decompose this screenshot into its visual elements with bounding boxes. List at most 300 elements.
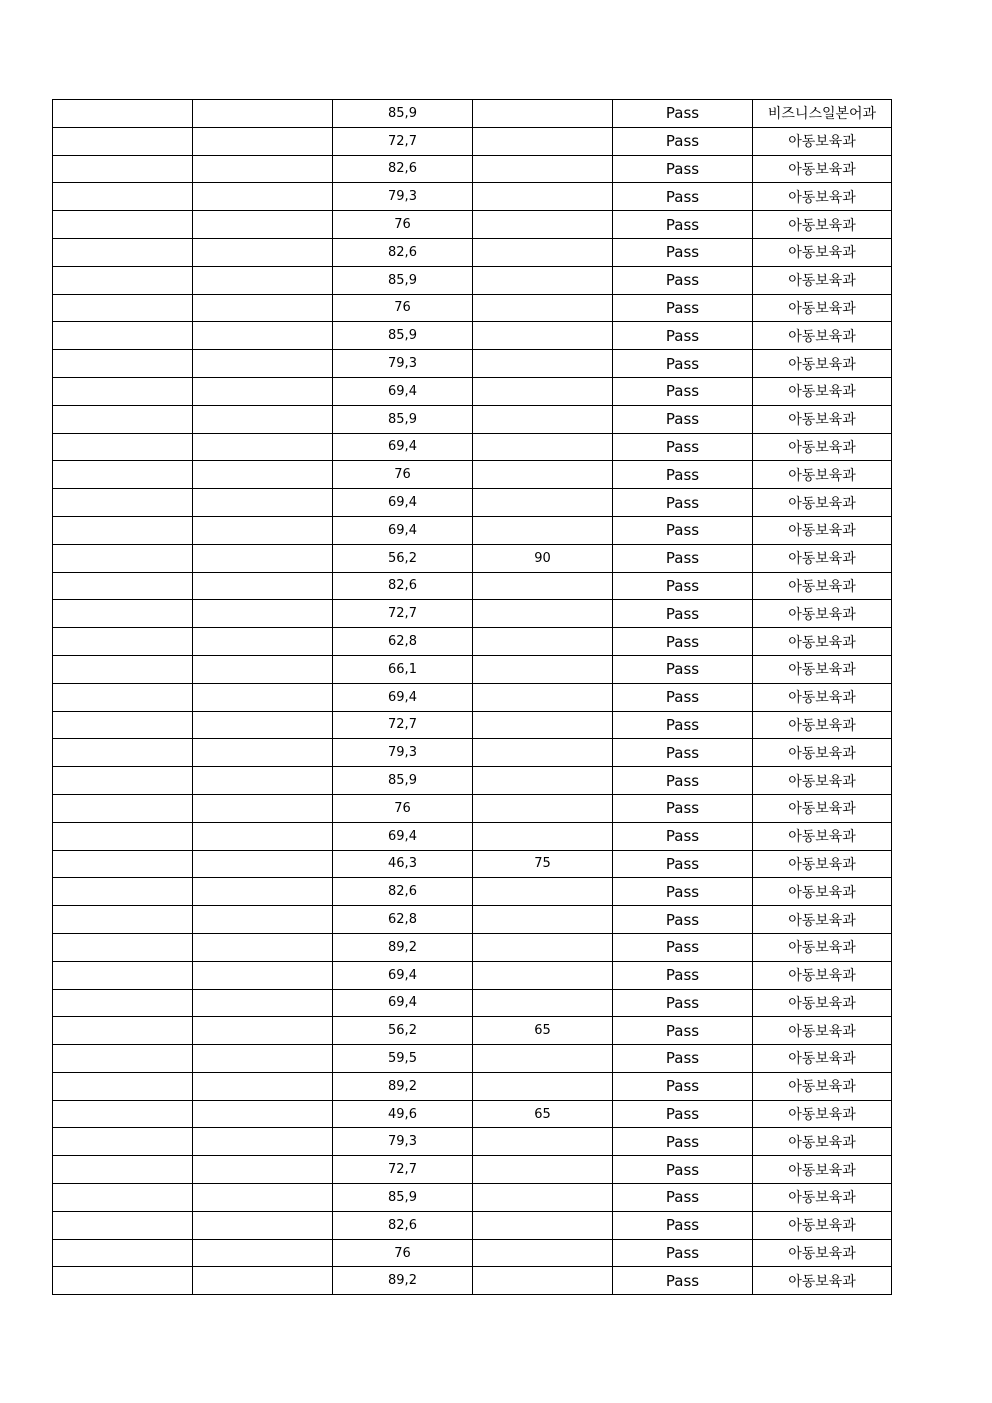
score-cell: 69,4 (333, 433, 473, 461)
result-cell: Pass (613, 127, 753, 155)
extra-score-cell (473, 711, 613, 739)
department-cell: 비즈니스일본어과 (753, 100, 892, 128)
result-cell: Pass (613, 1045, 753, 1073)
score-cell: 85,9 (333, 100, 473, 128)
empty-cell (193, 794, 333, 822)
extra-score-cell (473, 683, 613, 711)
result-cell: Pass (613, 989, 753, 1017)
department-cell: 아동보육과 (753, 127, 892, 155)
empty-cell (193, 933, 333, 961)
result-cell: Pass (613, 1267, 753, 1295)
extra-score-cell (473, 1045, 613, 1073)
extra-score-cell (473, 1128, 613, 1156)
empty-cell (53, 683, 193, 711)
score-cell: 59,5 (333, 1045, 473, 1073)
empty-cell (53, 489, 193, 517)
extra-score-cell (473, 1184, 613, 1212)
empty-cell (53, 1045, 193, 1073)
empty-cell (193, 127, 333, 155)
table-row (53, 767, 892, 795)
empty-cell (193, 822, 333, 850)
department-cell: 아동보육과 (753, 183, 892, 211)
department-cell: 아동보육과 (753, 1211, 892, 1239)
empty-cell (53, 405, 193, 433)
result-cell: Pass (613, 711, 753, 739)
department-cell: 아동보육과 (753, 461, 892, 489)
empty-cell (193, 600, 333, 628)
result-cell: Pass (613, 1100, 753, 1128)
score-cell: 82,6 (333, 238, 473, 266)
result-cell: Pass (613, 628, 753, 656)
empty-cell (193, 266, 333, 294)
department-cell: 아동보육과 (753, 516, 892, 544)
department-cell: 아동보육과 (753, 238, 892, 266)
result-cell: Pass (613, 350, 753, 378)
department-cell: 아동보육과 (753, 544, 892, 572)
result-cell: Pass (613, 961, 753, 989)
table-row (53, 739, 892, 767)
extra-score-cell (473, 238, 613, 266)
extra-score-cell (473, 878, 613, 906)
empty-cell (53, 516, 193, 544)
extra-score-cell (473, 405, 613, 433)
table-row (53, 461, 892, 489)
empty-cell (53, 961, 193, 989)
empty-cell (193, 655, 333, 683)
result-cell: Pass (613, 433, 753, 461)
table-row (53, 1211, 892, 1239)
department-cell: 아동보육과 (753, 1267, 892, 1295)
score-cell: 62,8 (333, 906, 473, 934)
result-cell: Pass (613, 906, 753, 934)
table-row (53, 961, 892, 989)
table-row (53, 405, 892, 433)
empty-cell (53, 294, 193, 322)
score-cell: 79,3 (333, 183, 473, 211)
empty-cell (193, 711, 333, 739)
empty-cell (193, 155, 333, 183)
extra-score-cell: 65 (473, 1100, 613, 1128)
extra-score-cell (473, 127, 613, 155)
table-row (53, 127, 892, 155)
department-cell: 아동보육과 (753, 933, 892, 961)
empty-cell (193, 1267, 333, 1295)
department-cell: 아동보육과 (753, 405, 892, 433)
score-cell: 72,7 (333, 1156, 473, 1184)
results-table (52, 99, 892, 1295)
empty-cell (193, 1017, 333, 1045)
extra-score-cell (473, 211, 613, 239)
empty-cell (193, 1072, 333, 1100)
empty-cell (53, 211, 193, 239)
score-cell: 69,4 (333, 989, 473, 1017)
empty-cell (53, 544, 193, 572)
score-cell: 82,6 (333, 155, 473, 183)
empty-cell (53, 1128, 193, 1156)
extra-score-cell (473, 1239, 613, 1267)
table-row (53, 1072, 892, 1100)
empty-cell (193, 878, 333, 906)
table-row (53, 1156, 892, 1184)
empty-cell (193, 294, 333, 322)
empty-cell (193, 906, 333, 934)
extra-score-cell (473, 516, 613, 544)
empty-cell (193, 516, 333, 544)
empty-cell (53, 822, 193, 850)
extra-score-cell (473, 377, 613, 405)
table-row (53, 322, 892, 350)
department-cell: 아동보육과 (753, 266, 892, 294)
extra-score-cell (473, 322, 613, 350)
score-cell: 76 (333, 294, 473, 322)
extra-score-cell (473, 489, 613, 517)
table-row (53, 572, 892, 600)
results-table-body (53, 100, 892, 1295)
department-cell: 아동보육과 (753, 767, 892, 795)
empty-cell (193, 350, 333, 378)
score-cell: 85,9 (333, 1184, 473, 1212)
department-cell: 아동보육과 (753, 989, 892, 1017)
table-row (53, 822, 892, 850)
extra-score-cell (473, 266, 613, 294)
department-cell: 아동보육과 (753, 1184, 892, 1212)
empty-cell (193, 1045, 333, 1073)
result-cell: Pass (613, 683, 753, 711)
table-row (53, 1100, 892, 1128)
result-cell: Pass (613, 544, 753, 572)
score-cell: 49,6 (333, 1100, 473, 1128)
extra-score-cell (473, 767, 613, 795)
empty-cell (193, 767, 333, 795)
score-cell: 85,9 (333, 266, 473, 294)
score-cell: 89,2 (333, 1267, 473, 1295)
score-cell: 79,3 (333, 739, 473, 767)
result-cell: Pass (613, 767, 753, 795)
department-cell: 아동보육과 (753, 1239, 892, 1267)
empty-cell (193, 1100, 333, 1128)
department-cell: 아동보육과 (753, 1156, 892, 1184)
table-row (53, 516, 892, 544)
score-cell: 66,1 (333, 655, 473, 683)
result-cell: Pass (613, 1184, 753, 1212)
result-cell: Pass (613, 1239, 753, 1267)
score-cell: 76 (333, 461, 473, 489)
empty-cell (53, 711, 193, 739)
score-cell: 85,9 (333, 405, 473, 433)
extra-score-cell: 65 (473, 1017, 613, 1045)
department-cell: 아동보육과 (753, 211, 892, 239)
result-cell: Pass (613, 155, 753, 183)
extra-score-cell (473, 1072, 613, 1100)
department-cell: 아동보육과 (753, 961, 892, 989)
table-row (53, 1239, 892, 1267)
empty-cell (53, 1100, 193, 1128)
empty-cell (53, 1184, 193, 1212)
score-cell: 56,2 (333, 544, 473, 572)
table-row (53, 1045, 892, 1073)
table-row (53, 878, 892, 906)
department-cell: 아동보육과 (753, 711, 892, 739)
score-cell: 62,8 (333, 628, 473, 656)
result-cell: Pass (613, 739, 753, 767)
result-cell: Pass (613, 322, 753, 350)
table-row (53, 850, 892, 878)
empty-cell (193, 739, 333, 767)
result-cell: Pass (613, 600, 753, 628)
result-cell: Pass (613, 1072, 753, 1100)
score-cell: 82,6 (333, 1211, 473, 1239)
score-cell: 89,2 (333, 933, 473, 961)
empty-cell (193, 628, 333, 656)
empty-cell (193, 961, 333, 989)
result-cell: Pass (613, 655, 753, 683)
empty-cell (53, 1017, 193, 1045)
result-cell: Pass (613, 211, 753, 239)
empty-cell (53, 1156, 193, 1184)
extra-score-cell (473, 739, 613, 767)
empty-cell (193, 1128, 333, 1156)
table-row (53, 238, 892, 266)
table-row (53, 628, 892, 656)
extra-score-cell (473, 1267, 613, 1295)
extra-score-cell (473, 1156, 613, 1184)
score-cell: 69,4 (333, 489, 473, 517)
table-row (53, 600, 892, 628)
empty-cell (193, 850, 333, 878)
empty-cell (53, 127, 193, 155)
empty-cell (193, 1184, 333, 1212)
table-row (53, 906, 892, 934)
result-cell: Pass (613, 850, 753, 878)
empty-cell (193, 989, 333, 1017)
table-row (53, 100, 892, 128)
result-cell: Pass (613, 1211, 753, 1239)
department-cell: 아동보육과 (753, 739, 892, 767)
extra-score-cell (473, 655, 613, 683)
table-row (53, 989, 892, 1017)
department-cell: 아동보육과 (753, 850, 892, 878)
empty-cell (53, 794, 193, 822)
empty-cell (53, 238, 193, 266)
extra-score-cell (473, 461, 613, 489)
empty-cell (53, 989, 193, 1017)
score-cell: 56,2 (333, 1017, 473, 1045)
empty-cell (53, 600, 193, 628)
empty-cell (53, 1072, 193, 1100)
extra-score-cell (473, 1211, 613, 1239)
result-cell: Pass (613, 377, 753, 405)
score-cell: 72,7 (333, 600, 473, 628)
empty-cell (193, 377, 333, 405)
score-cell: 72,7 (333, 711, 473, 739)
score-cell: 76 (333, 794, 473, 822)
table-row (53, 655, 892, 683)
table-row (53, 1267, 892, 1295)
empty-cell (193, 1156, 333, 1184)
result-cell: Pass (613, 183, 753, 211)
result-cell: Pass (613, 1017, 753, 1045)
result-cell: Pass (613, 294, 753, 322)
table-row (53, 711, 892, 739)
score-cell: 85,9 (333, 767, 473, 795)
score-cell: 69,4 (333, 822, 473, 850)
department-cell: 아동보육과 (753, 1072, 892, 1100)
department-cell: 아동보육과 (753, 683, 892, 711)
empty-cell (53, 183, 193, 211)
department-cell: 아동보육과 (753, 322, 892, 350)
empty-cell (53, 377, 193, 405)
department-cell: 아동보육과 (753, 1100, 892, 1128)
table-row (53, 544, 892, 572)
empty-cell (193, 238, 333, 266)
empty-cell (53, 1239, 193, 1267)
extra-score-cell (473, 100, 613, 128)
result-cell: Pass (613, 238, 753, 266)
empty-cell (53, 322, 193, 350)
score-cell: 76 (333, 1239, 473, 1267)
empty-cell (53, 461, 193, 489)
empty-cell (193, 433, 333, 461)
result-cell: Pass (613, 933, 753, 961)
extra-score-cell (473, 794, 613, 822)
empty-cell (193, 683, 333, 711)
department-cell: 아동보육과 (753, 433, 892, 461)
score-cell: 82,6 (333, 572, 473, 600)
department-cell: 아동보육과 (753, 1017, 892, 1045)
result-cell: Pass (613, 1156, 753, 1184)
empty-cell (193, 1211, 333, 1239)
result-cell: Pass (613, 878, 753, 906)
result-cell: Pass (613, 1128, 753, 1156)
extra-score-cell: 75 (473, 850, 613, 878)
empty-cell (53, 1267, 193, 1295)
score-cell: 69,4 (333, 516, 473, 544)
result-cell: Pass (613, 794, 753, 822)
table-row (53, 183, 892, 211)
extra-score-cell (473, 989, 613, 1017)
empty-cell (53, 266, 193, 294)
score-cell: 69,4 (333, 961, 473, 989)
empty-cell (193, 1239, 333, 1267)
empty-cell (53, 850, 193, 878)
empty-cell (193, 183, 333, 211)
extra-score-cell (473, 350, 613, 378)
table-row (53, 211, 892, 239)
result-cell: Pass (613, 461, 753, 489)
department-cell: 아동보육과 (753, 600, 892, 628)
department-cell: 아동보육과 (753, 155, 892, 183)
empty-cell (53, 350, 193, 378)
empty-cell (53, 906, 193, 934)
extra-score-cell: 90 (473, 544, 613, 572)
empty-cell (53, 739, 193, 767)
empty-cell (53, 878, 193, 906)
empty-cell (193, 489, 333, 517)
empty-cell (193, 211, 333, 239)
table-row (53, 266, 892, 294)
extra-score-cell (473, 183, 613, 211)
result-cell: Pass (613, 489, 753, 517)
empty-cell (53, 100, 193, 128)
department-cell: 아동보육과 (753, 655, 892, 683)
score-cell: 89,2 (333, 1072, 473, 1100)
department-cell: 아동보육과 (753, 377, 892, 405)
score-cell: 46,3 (333, 850, 473, 878)
department-cell: 아동보육과 (753, 906, 892, 934)
extra-score-cell (473, 628, 613, 656)
table-row (53, 933, 892, 961)
table-row (53, 350, 892, 378)
extra-score-cell (473, 933, 613, 961)
extra-score-cell (473, 600, 613, 628)
extra-score-cell (473, 572, 613, 600)
score-cell: 69,4 (333, 683, 473, 711)
result-cell: Pass (613, 572, 753, 600)
table-row (53, 433, 892, 461)
result-cell: Pass (613, 100, 753, 128)
table-row (53, 1017, 892, 1045)
result-cell: Pass (613, 516, 753, 544)
extra-score-cell (473, 961, 613, 989)
department-cell: 아동보육과 (753, 294, 892, 322)
empty-cell (193, 572, 333, 600)
empty-cell (193, 544, 333, 572)
score-cell: 76 (333, 211, 473, 239)
score-cell: 82,6 (333, 878, 473, 906)
empty-cell (193, 405, 333, 433)
extra-score-cell (473, 433, 613, 461)
empty-cell (53, 933, 193, 961)
result-cell: Pass (613, 266, 753, 294)
table-row (53, 1128, 892, 1156)
empty-cell (53, 155, 193, 183)
table-row (53, 794, 892, 822)
department-cell: 아동보육과 (753, 822, 892, 850)
department-cell: 아동보육과 (753, 350, 892, 378)
score-cell: 72,7 (333, 127, 473, 155)
department-cell: 아동보육과 (753, 1128, 892, 1156)
result-cell: Pass (613, 822, 753, 850)
department-cell: 아동보육과 (753, 1045, 892, 1073)
table-row (53, 294, 892, 322)
extra-score-cell (473, 294, 613, 322)
table-row (53, 489, 892, 517)
table-row (53, 1184, 892, 1212)
empty-cell (53, 655, 193, 683)
empty-cell (53, 767, 193, 795)
department-cell: 아동보육과 (753, 489, 892, 517)
empty-cell (53, 572, 193, 600)
department-cell: 아동보육과 (753, 878, 892, 906)
table-row (53, 377, 892, 405)
empty-cell (193, 322, 333, 350)
extra-score-cell (473, 155, 613, 183)
extra-score-cell (473, 822, 613, 850)
table-row (53, 155, 892, 183)
table-row (53, 683, 892, 711)
score-cell: 69,4 (333, 377, 473, 405)
department-cell: 아동보육과 (753, 794, 892, 822)
department-cell: 아동보육과 (753, 572, 892, 600)
score-cell: 79,3 (333, 1128, 473, 1156)
extra-score-cell (473, 906, 613, 934)
empty-cell (193, 461, 333, 489)
empty-cell (53, 433, 193, 461)
score-cell: 79,3 (333, 350, 473, 378)
department-cell: 아동보육과 (753, 628, 892, 656)
empty-cell (53, 628, 193, 656)
result-cell: Pass (613, 405, 753, 433)
